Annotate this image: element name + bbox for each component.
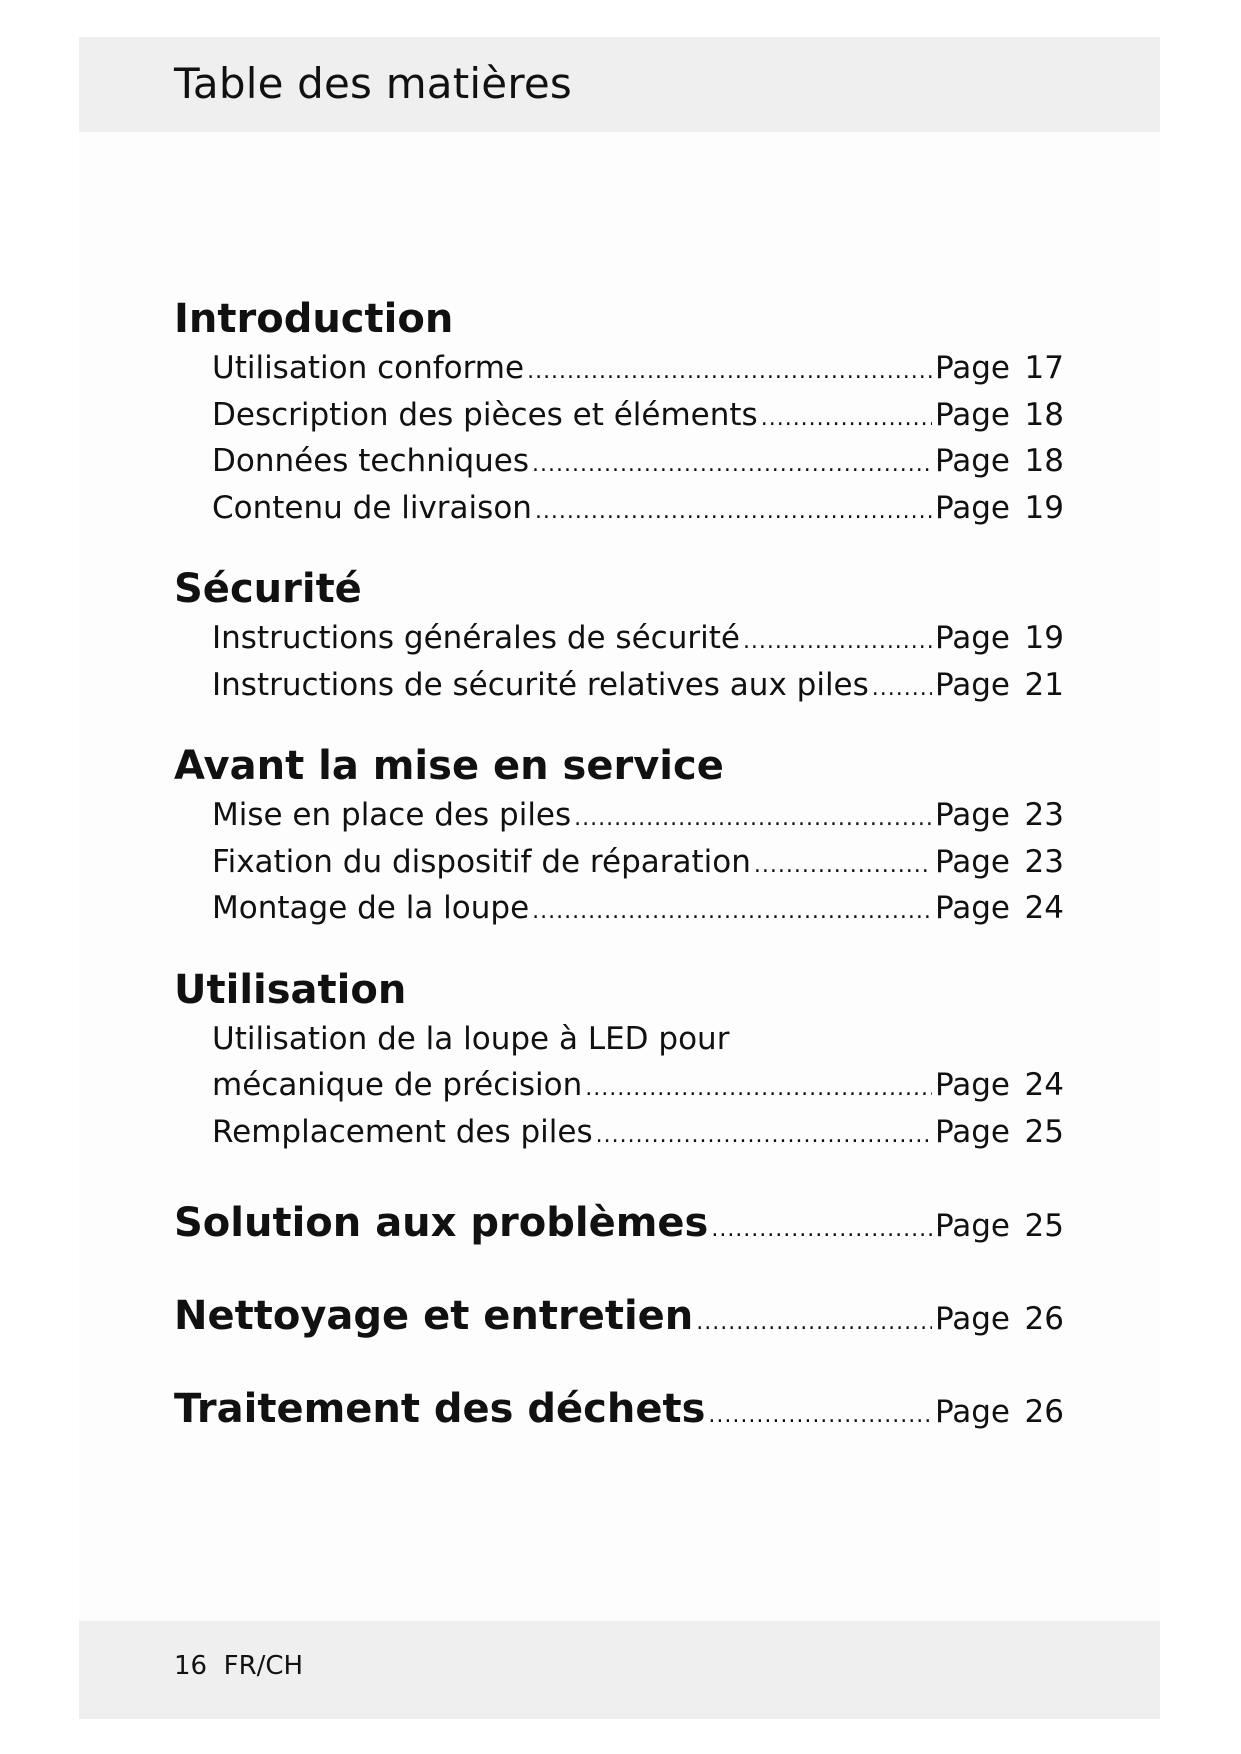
page-number: 23 [1024, 843, 1064, 880]
footer-page-number: 16 [174, 1651, 208, 1681]
toc-section-introduction [174, 293, 1064, 531]
header-bar [79, 37, 1160, 132]
toc-entry-page [935, 839, 1064, 886]
toc-entry-label-line1[interactable]: Utilisation de la loupe à LED pour [212, 1020, 730, 1057]
toc-entry-page [935, 792, 1064, 839]
section-heading: Utilisation [174, 966, 407, 1013]
dot-leader [596, 1113, 932, 1160]
page-number: 17 [1024, 350, 1064, 386]
toc-main-entry-label: Nettoyage et entretien [174, 1293, 694, 1339]
toc-main-entry[interactable] [174, 1177, 1064, 1270]
dot-leader [708, 1369, 932, 1462]
page-number: 21 [1024, 666, 1064, 703]
dot-leader [711, 1183, 932, 1276]
toc-entry-label: Instructions de sécurité relatives aux piles [212, 666, 869, 703]
page-number: 23 [1024, 797, 1064, 833]
section-heading: Introduction [174, 296, 454, 342]
page-number: 24 [1024, 1067, 1064, 1103]
manual-page [79, 37, 1160, 1719]
toc-entry-page [935, 485, 1064, 532]
page-word: Page [934, 443, 1010, 479]
page-word: Page [934, 1301, 1010, 1337]
dot-leader [532, 442, 932, 489]
page-word: Page [934, 1113, 1010, 1150]
toc-entry-page [935, 345, 1064, 392]
toc-entry-page [935, 1062, 1064, 1109]
page-number: 25 [1024, 1113, 1064, 1150]
page-number: 26 [1024, 1301, 1064, 1337]
dot-leader [532, 889, 932, 936]
toc-entry-label: Montage de la loupe [212, 890, 530, 926]
toc-entry-label: mécanique de précision [212, 1067, 583, 1103]
footer-bar [79, 1621, 1160, 1719]
toc-entry[interactable] [212, 392, 1064, 439]
toc-entry-page [935, 1109, 1064, 1156]
dot-leader [761, 396, 932, 443]
page-word: Page [934, 843, 1010, 880]
page-word: Page [934, 620, 1010, 656]
page-word: Page [934, 666, 1010, 703]
toc-entry-label: Remplacement des piles [212, 1113, 593, 1150]
toc-entry[interactable] [212, 615, 1064, 662]
dot-leader [585, 1066, 932, 1113]
page-word: Page [934, 1394, 1010, 1430]
page-number: 25 [1024, 1208, 1064, 1244]
dot-leader [872, 666, 932, 713]
toc-entry-label: Instructions générales de sécurité [212, 620, 740, 656]
section-heading: Sécurité [174, 566, 362, 612]
toc-entry-label: Fixation du dispositif de réparation [212, 843, 751, 880]
toc-main-entry[interactable] [174, 1363, 1064, 1456]
toc-entry-page [935, 885, 1064, 932]
toc-main-entry-label: Traitement des déchets [174, 1386, 706, 1432]
page-word: Page [934, 489, 1010, 526]
page-number: 19 [1024, 620, 1064, 656]
toc-main-entry-label: Solution aux problèmes [174, 1200, 709, 1246]
page-number: 18 [1024, 443, 1064, 479]
page-word: Page [934, 1208, 1010, 1244]
toc-section-avant-la-mise-en-service [174, 740, 1064, 932]
dot-leader [574, 796, 932, 843]
page-number: 24 [1024, 890, 1064, 926]
page-word: Page [934, 1067, 1010, 1103]
toc-entry-page [935, 1180, 1064, 1273]
dot-leader [527, 349, 932, 396]
toc-entry[interactable] [212, 839, 1064, 886]
page-number: 26 [1024, 1394, 1064, 1430]
toc-entry[interactable] [212, 1062, 1064, 1109]
toc-entry[interactable] [212, 792, 1064, 839]
dot-leader [743, 619, 932, 666]
toc-section-utilisation [174, 964, 1064, 1156]
toc-entry-page [935, 1273, 1064, 1366]
page-word: Page [934, 797, 1010, 833]
toc-entry-label: Mise en place des piles [212, 797, 572, 833]
toc-entry[interactable] [212, 438, 1064, 485]
page-word: Page [934, 396, 1010, 433]
toc-section-securite [174, 563, 1064, 708]
toc-entry-label: Utilisation conforme [212, 350, 525, 386]
toc-main-entry[interactable] [174, 1270, 1064, 1363]
toc-entry-page [935, 1366, 1064, 1459]
toc-entry-label: Données techniques [212, 443, 530, 479]
page-word: Page [934, 890, 1010, 926]
toc-entry-page [935, 392, 1064, 439]
toc-entry[interactable] [212, 485, 1064, 532]
footer-locale: FR/CH [223, 1651, 304, 1681]
toc-entry-page [935, 615, 1064, 662]
footer-page-info [174, 1653, 303, 1679]
dot-leader [696, 1276, 932, 1369]
toc-entry[interactable] [212, 345, 1064, 392]
toc-entry-page [935, 438, 1064, 485]
toc-entry[interactable] [212, 885, 1064, 932]
toc-entry[interactable] [212, 1109, 1064, 1156]
dot-leader [754, 843, 932, 890]
dot-leader [535, 489, 932, 536]
toc-entry-label: Contenu de livraison [212, 489, 532, 526]
table-of-contents [174, 293, 1064, 1456]
toc-entry-label: Description des pièces et éléments [212, 396, 758, 433]
page-title: Table des matières [174, 59, 572, 108]
page-word: Page [934, 350, 1010, 386]
toc-entry-page [935, 662, 1064, 709]
page-number: 19 [1024, 489, 1064, 526]
page-number: 18 [1024, 396, 1064, 433]
section-heading: Avant la mise en service [174, 743, 724, 789]
toc-entry[interactable] [212, 662, 1064, 709]
